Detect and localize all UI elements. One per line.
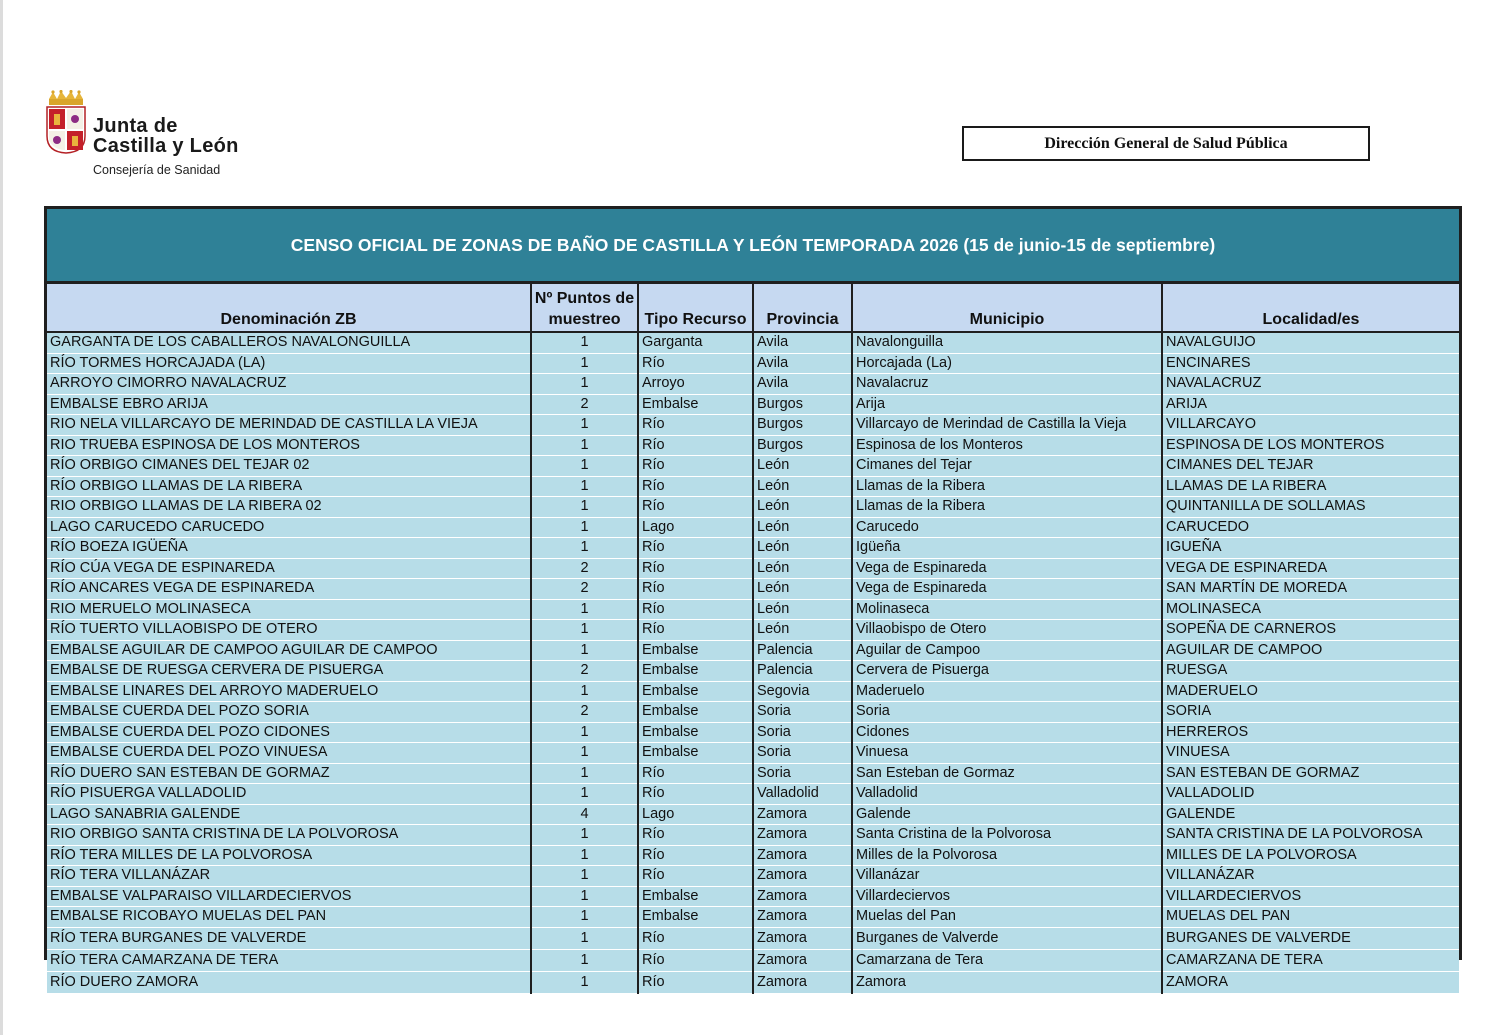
table-row (47, 435, 1459, 456)
cell-tipo: Río (638, 971, 753, 993)
cell-denominacion: GARGANTA DE LOS CABALLEROS NAVALONGUILLA (47, 332, 531, 353)
cell-municipio: Vinuesa (852, 743, 1162, 764)
cell-provincia: Zamora (753, 866, 852, 887)
cell-provincia: León (753, 620, 852, 641)
table-row (47, 845, 1459, 866)
cell-provincia: Zamora (753, 804, 852, 825)
crown-icon (46, 90, 86, 106)
cell-localidad: NAVALACRUZ (1162, 374, 1459, 395)
col-header-provincia: Provincia (753, 284, 852, 332)
cell-localidad: ESPINOSA DE LOS MONTEROS (1162, 435, 1459, 456)
cell-denominacion: RÍO TERA VILLANÁZAR (47, 866, 531, 887)
banner-title: CENSO OFICIAL DE ZONAS DE BAÑO DE CASTILLA Y LEÓN TEMPORADA 2026 (15 de junio-15 de septiembre) (47, 209, 1459, 284)
table-row (47, 620, 1459, 641)
cell-provincia: Segovia (753, 681, 852, 702)
cell-tipo: Río (638, 620, 753, 641)
cell-denominacion: RÍO TORMES HORCAJADA (LA) (47, 353, 531, 374)
cell-provincia: León (753, 456, 852, 477)
cell-municipio: Soria (852, 702, 1162, 723)
cell-tipo: Embalse (638, 394, 753, 415)
cell-provincia: Palencia (753, 640, 852, 661)
cell-puntos: 1 (531, 825, 638, 846)
cell-provincia: León (753, 538, 852, 559)
cell-tipo: Río (638, 435, 753, 456)
cell-tipo: Río (638, 476, 753, 497)
cell-municipio: Milles de la Polvorosa (852, 845, 1162, 866)
cell-localidad: QUINTANILLA DE SOLLAMAS (1162, 497, 1459, 518)
cell-tipo: Embalse (638, 661, 753, 682)
cell-localidad: MILLES DE LA POLVOROSA (1162, 845, 1459, 866)
cell-tipo: Embalse (638, 907, 753, 928)
logo-title-line2: Castilla y León (93, 135, 239, 157)
cell-localidad: RUESGA (1162, 661, 1459, 682)
cell-puntos: 2 (531, 702, 638, 723)
cell-localidad: GALENDE (1162, 804, 1459, 825)
cell-municipio: Aguilar de Campoo (852, 640, 1162, 661)
table-row (47, 949, 1459, 971)
cell-puntos: 1 (531, 435, 638, 456)
cell-puntos: 1 (531, 640, 638, 661)
cell-tipo: Río (638, 599, 753, 620)
cell-provincia: Soria (753, 702, 852, 723)
cell-denominacion: EMBALSE LINARES DEL ARROYO MADERUELO (47, 681, 531, 702)
table-row (47, 579, 1459, 600)
cell-puntos: 1 (531, 599, 638, 620)
cell-tipo: Río (638, 538, 753, 559)
cell-provincia: Soria (753, 743, 852, 764)
cell-denominacion: EMBALSE RICOBAYO MUELAS DEL PAN (47, 907, 531, 928)
cell-provincia: León (753, 497, 852, 518)
cell-municipio: Villardeciervos (852, 886, 1162, 907)
cell-tipo: Río (638, 353, 753, 374)
cell-tipo: Río (638, 763, 753, 784)
cell-tipo: Lago (638, 804, 753, 825)
cell-municipio: Llamas de la Ribera (852, 476, 1162, 497)
cell-municipio: Muelas del Pan (852, 907, 1162, 928)
cell-tipo: Río (638, 415, 753, 436)
cell-municipio: Molinaseca (852, 599, 1162, 620)
cell-localidad: VINUESA (1162, 743, 1459, 764)
cell-denominacion: RÍO TUERTO VILLAOBISPO DE OTERO (47, 620, 531, 641)
cell-puntos: 1 (531, 949, 638, 971)
table-row (47, 476, 1459, 497)
cell-localidad: CAMARZANA DE TERA (1162, 949, 1459, 971)
cell-puntos: 1 (531, 497, 638, 518)
cell-tipo: Río (638, 927, 753, 949)
cell-provincia: León (753, 517, 852, 538)
cell-municipio: Villarcayo de Merindad de Castilla la Vieja (852, 415, 1162, 436)
cell-municipio: Navalacruz (852, 374, 1162, 395)
cell-puntos: 1 (531, 681, 638, 702)
cell-denominacion: EMBALSE EBRO ARIJA (47, 394, 531, 415)
table-row (47, 640, 1459, 661)
col-header-localidad: Localidad/es (1162, 284, 1459, 332)
cell-denominacion: EMBALSE DE RUESGA CERVERA DE PISUERGA (47, 661, 531, 682)
table-row (47, 763, 1459, 784)
cell-localidad: SANTA CRISTINA DE LA POLVOROSA (1162, 825, 1459, 846)
col-header-puntos (531, 284, 638, 332)
cell-localidad: LLAMAS DE LA RIBERA (1162, 476, 1459, 497)
cell-tipo: Embalse (638, 743, 753, 764)
cell-denominacion: RÍO BOEZA IGÜEÑA (47, 538, 531, 559)
cell-denominacion: EMBALSE CUERDA DEL POZO VINUESA (47, 743, 531, 764)
cell-denominacion: RÍO DUERO ZAMORA (47, 971, 531, 993)
cell-tipo: Arroyo (638, 374, 753, 395)
cell-puntos: 1 (531, 722, 638, 743)
cell-localidad: VALLADOLID (1162, 784, 1459, 805)
census-table-body (47, 332, 1459, 993)
table-row (47, 886, 1459, 907)
cell-denominacion: RÍO CÚA VEGA DE ESPINAREDA (47, 558, 531, 579)
cell-provincia: León (753, 558, 852, 579)
cell-puntos: 1 (531, 332, 638, 353)
cell-localidad: VILLARDECIERVOS (1162, 886, 1459, 907)
cell-puntos: 1 (531, 415, 638, 436)
cell-localidad: MOLINASECA (1162, 599, 1459, 620)
cell-denominacion: RÍO ORBIGO CIMANES DEL TEJAR 02 (47, 456, 531, 477)
cell-tipo: Embalse (638, 681, 753, 702)
cell-denominacion: RÍO TERA MILLES DE LA POLVOROSA (47, 845, 531, 866)
cell-provincia: Burgos (753, 435, 852, 456)
cell-municipio: Arija (852, 394, 1162, 415)
cell-tipo: Garganta (638, 332, 753, 353)
table-row (47, 743, 1459, 764)
cell-puntos: 1 (531, 927, 638, 949)
cell-denominacion: RIO NELA VILLARCAYO DE MERINDAD DE CASTILLA LA VIEJA (47, 415, 531, 436)
cell-municipio: Vega de Espinareda (852, 579, 1162, 600)
cell-municipio: Cimanes del Tejar (852, 456, 1162, 477)
cell-provincia: Zamora (753, 971, 852, 993)
cell-localidad: CARUCEDO (1162, 517, 1459, 538)
cell-tipo: Río (638, 845, 753, 866)
table-row (47, 722, 1459, 743)
cell-localidad: ENCINARES (1162, 353, 1459, 374)
table-row (47, 538, 1459, 559)
cell-municipio: Maderuelo (852, 681, 1162, 702)
table-row (47, 374, 1459, 395)
col-header-denominacion: Denominación ZB (47, 284, 531, 332)
cell-provincia: Zamora (753, 845, 852, 866)
table-row (47, 866, 1459, 887)
cell-municipio: Igüeña (852, 538, 1162, 559)
table-header-row (47, 284, 1459, 332)
table-row (47, 353, 1459, 374)
cell-denominacion: EMBALSE CUERDA DEL POZO CIDONES (47, 722, 531, 743)
col-header-municipio: Municipio (852, 284, 1162, 332)
cell-provincia: Soria (753, 722, 852, 743)
cell-localidad: ZAMORA (1162, 971, 1459, 993)
cell-denominacion: LAGO SANABRIA GALENDE (47, 804, 531, 825)
cell-denominacion: ARROYO CIMORRO NAVALACRUZ (47, 374, 531, 395)
cell-municipio: Villaobispo de Otero (852, 620, 1162, 641)
cell-localidad: MUELAS DEL PAN (1162, 907, 1459, 928)
col-header-puntos-line2: muestreo (548, 311, 621, 328)
cell-municipio: Cidones (852, 722, 1162, 743)
cell-denominacion: LAGO CARUCEDO CARUCEDO (47, 517, 531, 538)
table-row (47, 661, 1459, 682)
cell-localidad: VEGA DE ESPINAREDA (1162, 558, 1459, 579)
cell-provincia: Soria (753, 763, 852, 784)
cell-tipo: Río (638, 558, 753, 579)
cell-localidad: VILLANÁZAR (1162, 866, 1459, 887)
cell-puntos: 1 (531, 517, 638, 538)
cell-puntos: 2 (531, 661, 638, 682)
cell-provincia: Zamora (753, 825, 852, 846)
table-row (47, 558, 1459, 579)
cell-localidad: AGUILAR DE CAMPOO (1162, 640, 1459, 661)
cell-municipio: Burganes de Valverde (852, 927, 1162, 949)
census-table (47, 284, 1459, 994)
cell-puntos: 1 (531, 784, 638, 805)
table-row (47, 394, 1459, 415)
logo-subtitle: Consejería de Sanidad (93, 163, 221, 177)
cell-puntos: 1 (531, 353, 638, 374)
cell-puntos: 1 (531, 456, 638, 477)
cell-localidad: SOPEÑA DE CARNEROS (1162, 620, 1459, 641)
table-row (47, 497, 1459, 518)
table-row (47, 825, 1459, 846)
cell-tipo: Río (638, 497, 753, 518)
cell-denominacion: RÍO TERA CAMARZANA DE TERA (47, 949, 531, 971)
cell-puntos: 1 (531, 743, 638, 764)
cell-puntos: 1 (531, 763, 638, 784)
cell-localidad: HERREROS (1162, 722, 1459, 743)
cell-tipo: Río (638, 866, 753, 887)
census-sheet (44, 206, 1462, 990)
cell-puntos: 4 (531, 804, 638, 825)
cell-tipo: Río (638, 949, 753, 971)
coat-of-arms-icon (46, 106, 86, 154)
cell-localidad: VILLARCAYO (1162, 415, 1459, 436)
cell-denominacion: RÍO DUERO SAN ESTEBAN DE GORMAZ (47, 763, 531, 784)
cell-localidad: NAVALGUIJO (1162, 332, 1459, 353)
cell-municipio: Santa Cristina de la Polvorosa (852, 825, 1162, 846)
table-row (47, 681, 1459, 702)
cell-puntos: 1 (531, 538, 638, 559)
cell-localidad: SAN MARTÍN DE MOREDA (1162, 579, 1459, 600)
cell-denominacion: EMBALSE CUERDA DEL POZO SORIA (47, 702, 531, 723)
table-row (47, 784, 1459, 805)
cell-tipo: Río (638, 456, 753, 477)
col-header-puntos-line1: Nº Puntos de (534, 290, 635, 307)
cell-denominacion: RIO TRUEBA ESPINOSA DE LOS MONTEROS (47, 435, 531, 456)
cell-municipio: Horcajada (La) (852, 353, 1162, 374)
cell-provincia: Burgos (753, 415, 852, 436)
cell-provincia: Palencia (753, 661, 852, 682)
cell-municipio: Llamas de la Ribera (852, 497, 1162, 518)
cell-municipio: Vega de Espinareda (852, 558, 1162, 579)
cell-provincia: León (753, 476, 852, 497)
cell-municipio: Navalonguilla (852, 332, 1162, 353)
cell-provincia: Zamora (753, 907, 852, 928)
cell-tipo: Lago (638, 517, 753, 538)
cell-denominacion: RÍO ORBIGO LLAMAS DE LA RIBERA (47, 476, 531, 497)
cell-puntos: 1 (531, 886, 638, 907)
cell-denominacion: RIO MERUELO MOLINASECA (47, 599, 531, 620)
cell-denominacion: EMBALSE AGUILAR DE CAMPOO AGUILAR DE CAMPOO (47, 640, 531, 661)
cell-municipio: Carucedo (852, 517, 1162, 538)
cell-municipio: Espinosa de los Monteros (852, 435, 1162, 456)
cell-provincia: Zamora (753, 886, 852, 907)
table-row (47, 415, 1459, 436)
cell-municipio: Galende (852, 804, 1162, 825)
cell-puntos: 2 (531, 558, 638, 579)
table-row (47, 804, 1459, 825)
cell-puntos: 2 (531, 394, 638, 415)
cell-localidad: ARIJA (1162, 394, 1459, 415)
cell-provincia: León (753, 579, 852, 600)
cell-provincia: Zamora (753, 927, 852, 949)
cell-denominacion: RIO ORBIGO SANTA CRISTINA DE LA POLVOROSA (47, 825, 531, 846)
table-row (47, 599, 1459, 620)
table-row (47, 927, 1459, 949)
cell-provincia: Avila (753, 374, 852, 395)
cell-tipo: Embalse (638, 702, 753, 723)
cell-tipo: Embalse (638, 640, 753, 661)
table-row (47, 971, 1459, 993)
cell-municipio: Zamora (852, 971, 1162, 993)
logo-title-line1: Junta de (93, 115, 178, 137)
table-row (47, 332, 1459, 353)
cell-provincia: Burgos (753, 394, 852, 415)
cell-puntos: 1 (531, 866, 638, 887)
cell-provincia: León (753, 599, 852, 620)
cell-provincia: Avila (753, 353, 852, 374)
cell-puntos: 1 (531, 620, 638, 641)
cell-denominacion: RÍO TERA BURGANES DE VALVERDE (47, 927, 531, 949)
cell-localidad: SAN ESTEBAN DE GORMAZ (1162, 763, 1459, 784)
cell-tipo: Embalse (638, 722, 753, 743)
cell-provincia: Valladolid (753, 784, 852, 805)
cell-tipo: Río (638, 784, 753, 805)
cell-puntos: 1 (531, 907, 638, 928)
cell-puntos: 1 (531, 476, 638, 497)
cell-tipo: Embalse (638, 886, 753, 907)
cell-denominacion: RÍO PISUERGA VALLADOLID (47, 784, 531, 805)
cell-provincia: Zamora (753, 949, 852, 971)
cell-localidad: IGUEÑA (1162, 538, 1459, 559)
cell-puntos: 1 (531, 845, 638, 866)
cell-denominacion: RIO ORBIGO LLAMAS DE LA RIBERA 02 (47, 497, 531, 518)
cell-tipo: Río (638, 825, 753, 846)
cell-puntos: 1 (531, 971, 638, 993)
cell-localidad: MADERUELO (1162, 681, 1459, 702)
page-edge (0, 0, 3, 1035)
cell-municipio: Camarzana de Tera (852, 949, 1162, 971)
cell-localidad: CIMANES DEL TEJAR (1162, 456, 1459, 477)
cell-puntos: 2 (531, 579, 638, 600)
table-row (47, 517, 1459, 538)
cell-denominacion: EMBALSE VALPARAISO VILLARDECIERVOS (47, 886, 531, 907)
cell-puntos: 1 (531, 374, 638, 395)
table-row (47, 702, 1459, 723)
cell-municipio: San Esteban de Gormaz (852, 763, 1162, 784)
cell-tipo: Río (638, 579, 753, 600)
cell-localidad: BURGANES DE VALVERDE (1162, 927, 1459, 949)
cell-localidad: SORIA (1162, 702, 1459, 723)
cell-municipio: Villanázar (852, 866, 1162, 887)
junta-logo (44, 90, 274, 185)
cell-denominacion: RÍO ANCARES VEGA DE ESPINAREDA (47, 579, 531, 600)
cell-municipio: Cervera de Pisuerga (852, 661, 1162, 682)
cell-municipio: Valladolid (852, 784, 1162, 805)
table-row (47, 907, 1459, 928)
cell-provincia: Avila (753, 332, 852, 353)
department-box: Dirección General de Salud Pública (962, 126, 1370, 161)
col-header-tipo: Tipo Recurso (638, 284, 753, 332)
table-row (47, 456, 1459, 477)
